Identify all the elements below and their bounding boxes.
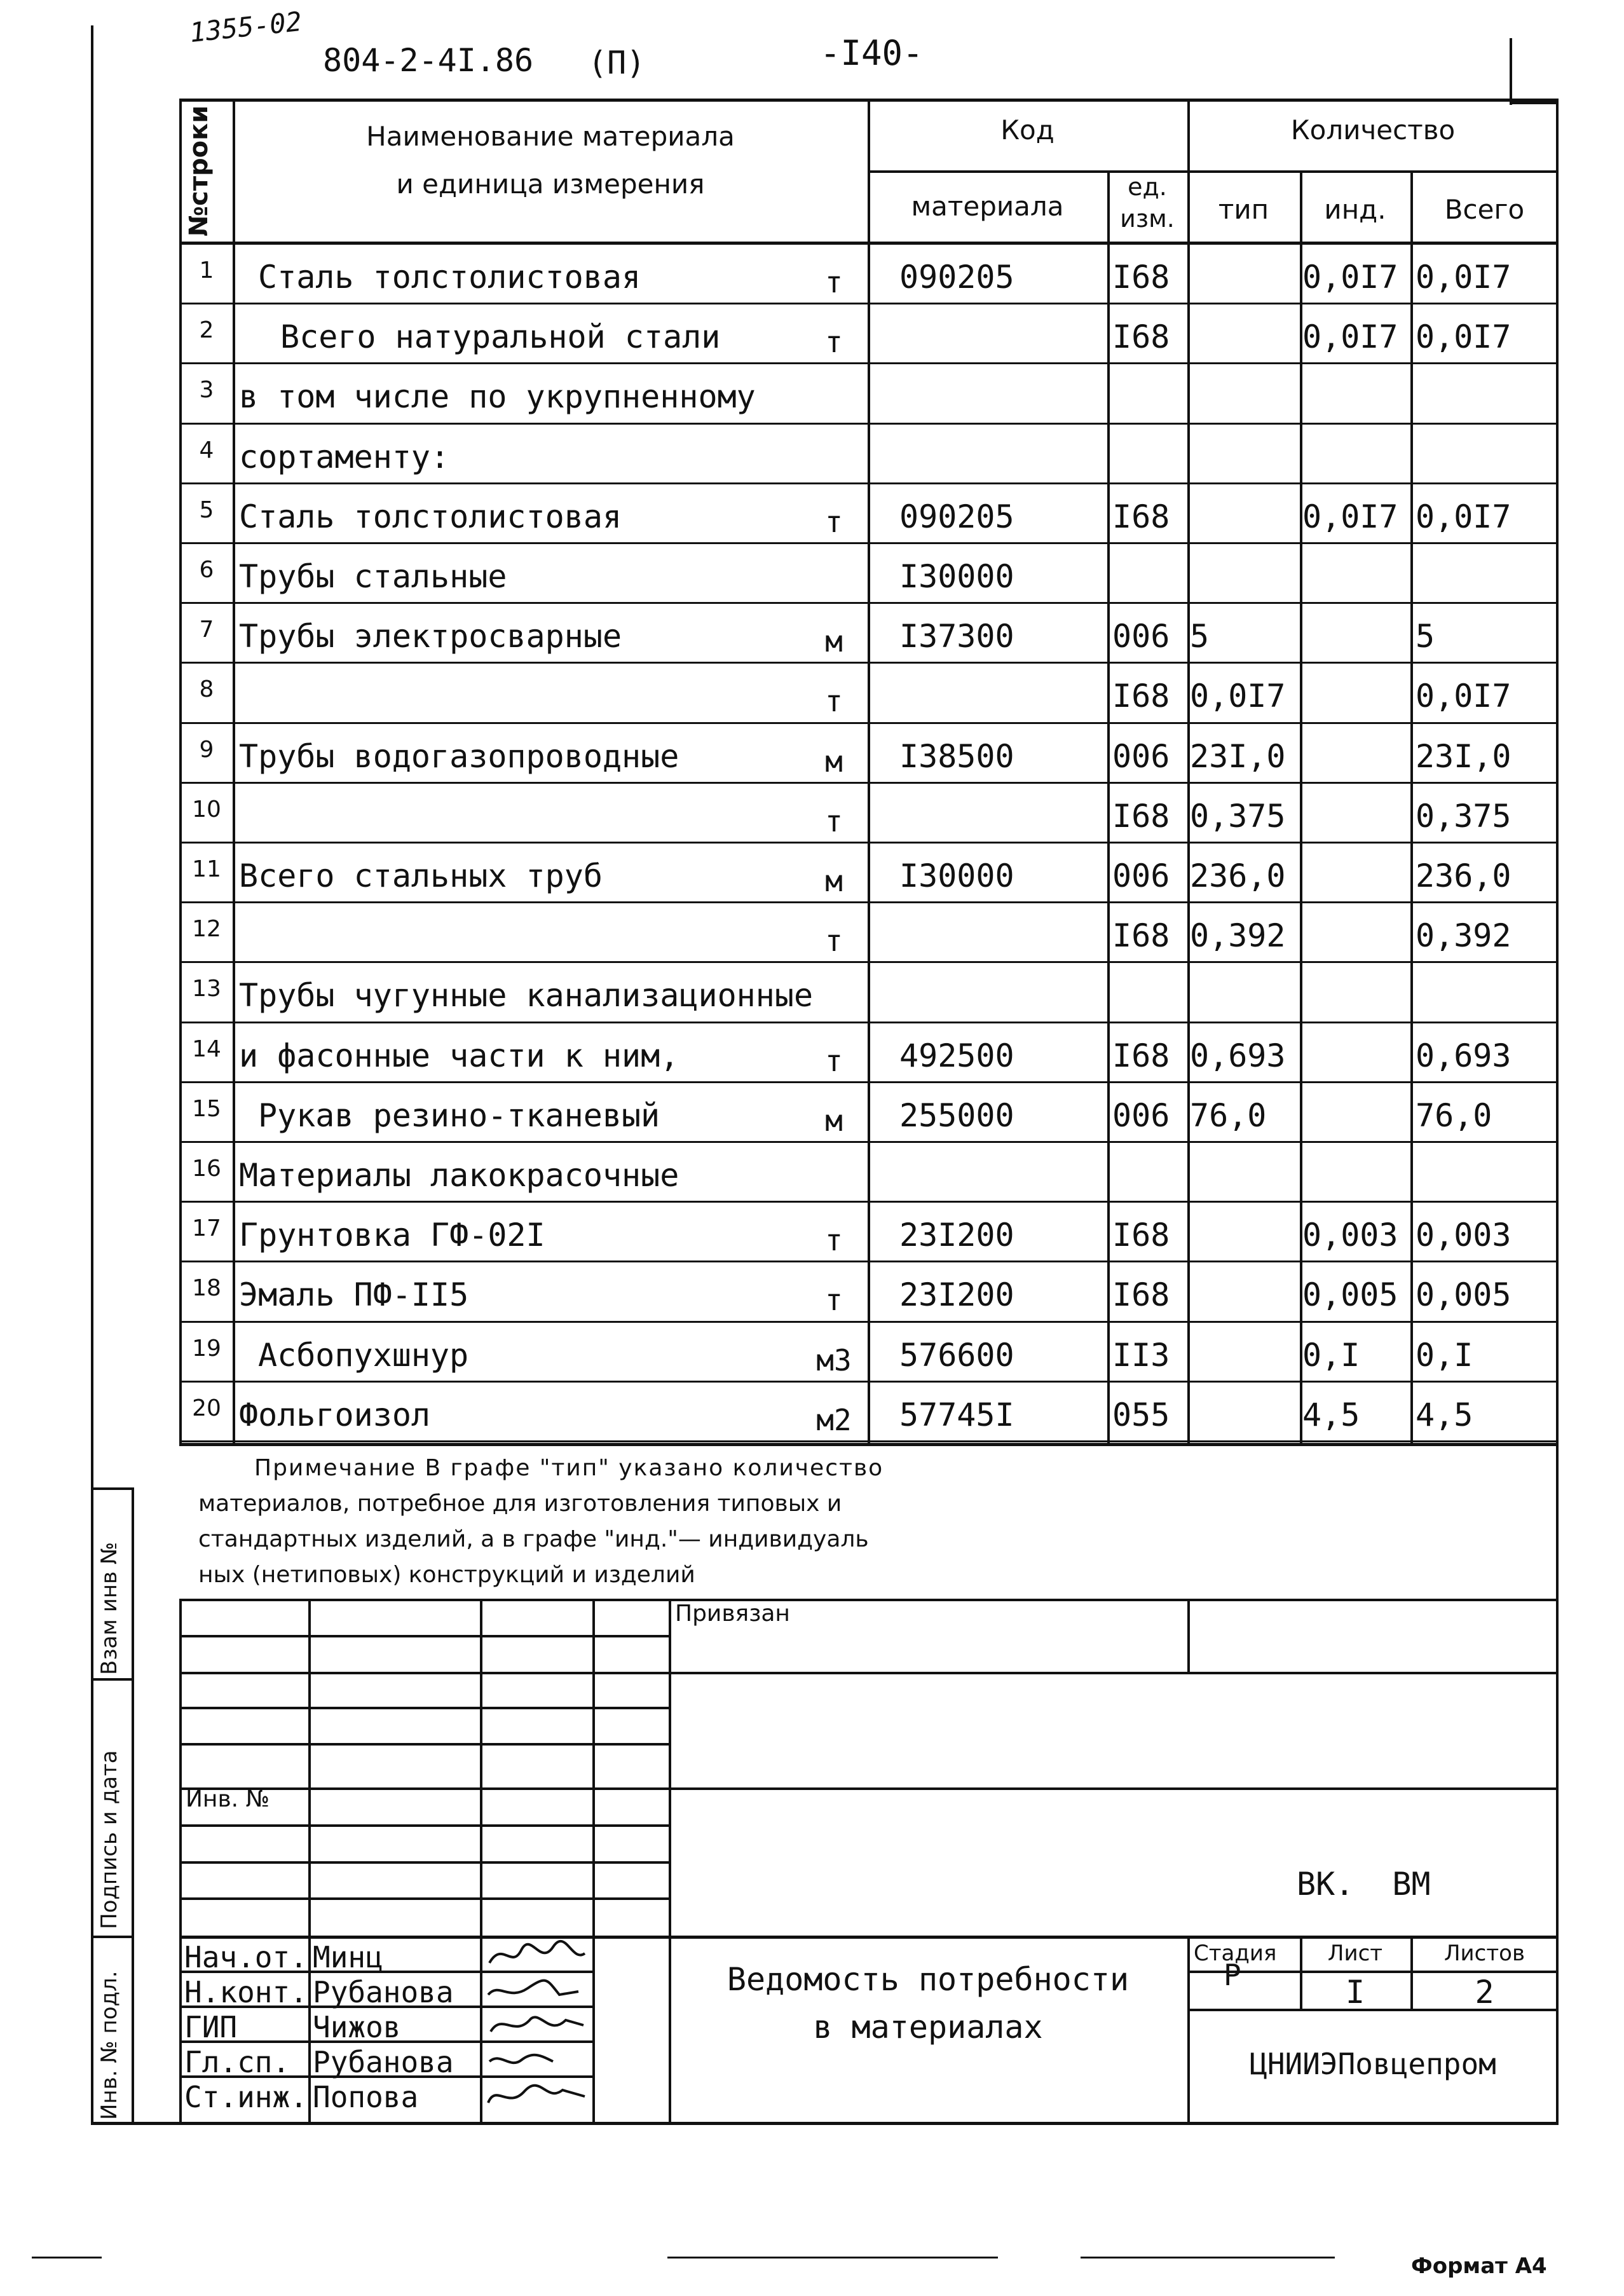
material-code: 090205 <box>899 259 1014 296</box>
side-stamp-h3 <box>91 1936 133 1938</box>
side-label-podpis: Подпись и дата <box>97 1750 122 1929</box>
material-code: 57745I <box>899 1396 1014 1433</box>
table-row <box>0 1323 1624 1383</box>
unit-code: 006 <box>1112 737 1170 775</box>
material-name: Материалы лакокрасочные <box>239 1157 679 1194</box>
qty-total: 0,003 <box>1416 1217 1511 1254</box>
side-label-inv-podl: Инв. № подл. <box>97 1971 122 2120</box>
material-name: Сталь толстолистовая <box>239 498 622 535</box>
header-qty-type: тип <box>1218 194 1269 225</box>
footer-dash-line-3 <box>1081 2257 1335 2258</box>
unit: т <box>825 803 843 838</box>
row-number: 9 <box>199 736 214 763</box>
tb-line-10 <box>179 1936 1559 1939</box>
row-number: 11 <box>192 856 221 882</box>
table-row <box>0 304 1624 364</box>
qty-type: 0,0I7 <box>1190 678 1286 715</box>
qty-type: 5 <box>1190 618 1210 655</box>
unit-code: II3 <box>1112 1336 1170 1374</box>
unit: т <box>825 1223 843 1258</box>
material-name: сортаменту: <box>239 438 450 475</box>
tb-line-9 <box>179 1897 669 1900</box>
designation: ВК. ВМ <box>1297 1866 1431 1903</box>
table-bottom-line <box>179 1443 1559 1446</box>
tb-line-6 <box>179 1787 1559 1790</box>
qty-ind: 0,0I7 <box>1302 259 1398 296</box>
qty-ind: 0,003 <box>1302 1217 1398 1254</box>
table-row <box>0 484 1624 544</box>
tb-stage-line-1 <box>1187 1971 1559 1973</box>
header-row-no: №строки <box>184 105 214 236</box>
unit: м <box>825 864 843 898</box>
row-number: 1 <box>199 257 214 284</box>
page-number: -I40- <box>820 33 924 73</box>
material-code: I37300 <box>899 618 1014 655</box>
unit-code: I68 <box>1112 678 1170 715</box>
tb-line-4 <box>179 1707 669 1709</box>
table-row <box>0 1023 1624 1083</box>
signer-name: Рубанова <box>313 2045 454 2079</box>
tb-v4 <box>592 1599 595 2123</box>
table-row <box>0 1203 1624 1262</box>
header-quantity: Количество <box>1290 114 1456 146</box>
unit-code: 006 <box>1112 618 1170 655</box>
row-number: 12 <box>192 916 221 943</box>
qty-total: 0,0I7 <box>1416 318 1511 356</box>
header-name-line1: Наименование материала <box>366 121 735 152</box>
tb-top-line <box>179 1599 1559 1601</box>
material-name: Всего натуральной стали <box>280 318 721 356</box>
signer-role: Н.конт. <box>184 1975 308 2009</box>
table-row <box>0 903 1624 963</box>
header-code: Код <box>1000 114 1054 146</box>
unit-code: I68 <box>1112 318 1170 356</box>
stage-label: Стадия <box>1194 1941 1277 1966</box>
unit-code: I68 <box>1112 1037 1170 1074</box>
row-number: 20 <box>192 1395 221 1421</box>
row-number: 10 <box>192 796 221 823</box>
material-name: Всего стальных труб <box>239 858 603 894</box>
unit: т <box>825 924 843 959</box>
unit: м <box>825 744 843 779</box>
row-number: 13 <box>192 976 221 1002</box>
material-name: Трубы водогазопроводные <box>239 737 679 775</box>
unit: м <box>825 1103 843 1138</box>
sheet-value: I <box>1345 1974 1365 2011</box>
tb-v2 <box>308 1599 311 2123</box>
qty-total: 0,693 <box>1416 1037 1511 1074</box>
table-row <box>0 664 1624 723</box>
qty-total: 236,0 <box>1416 858 1511 894</box>
header-name-line2: и единица измерения <box>396 168 705 200</box>
signer-role: Нач.от. <box>184 1940 308 1974</box>
footer-dash-line-1 <box>32 2257 102 2258</box>
sheets-value: 2 <box>1475 1974 1494 2011</box>
table-row <box>0 1262 1624 1322</box>
table-row <box>0 544 1624 604</box>
table-row <box>0 425 1624 484</box>
tb-v3 <box>480 1599 482 2123</box>
material-code: 23I200 <box>899 1276 1014 1314</box>
qty-type: 0,375 <box>1190 797 1286 835</box>
material-code: 090205 <box>899 498 1014 535</box>
table-row <box>0 364 1624 424</box>
qty-type: 76,0 <box>1190 1097 1267 1134</box>
side-label-vzam: Взам инв № <box>97 1541 122 1675</box>
qty-type: 236,0 <box>1190 858 1286 894</box>
qty-total: 0,392 <box>1416 917 1511 955</box>
header-qty-ind: инд. <box>1324 194 1386 225</box>
signer-role: Гл.сп. <box>184 2045 290 2079</box>
signature-icon <box>483 2007 591 2042</box>
signer-role: Ст.инж. <box>184 2080 308 2114</box>
row-number: 15 <box>192 1095 221 1122</box>
signer-name: Минц <box>313 1940 383 1974</box>
inv-no-label: Инв. № <box>186 1786 270 1812</box>
qty-total: 0,0I7 <box>1416 498 1511 535</box>
material-name: Трубы чугунные канализационные <box>239 977 814 1015</box>
signer-name: Рубанова <box>313 1975 454 2009</box>
organization: ЦНИИЭПовцепром <box>1250 2047 1496 2081</box>
side-stamp-h2 <box>91 1678 133 1681</box>
row-number: 14 <box>192 1035 221 1062</box>
material-code: 255000 <box>899 1097 1014 1134</box>
frame-top-right-line <box>1510 38 1512 105</box>
qty-total: 0,I <box>1416 1336 1473 1374</box>
table-row <box>0 245 1624 304</box>
row-number: 17 <box>192 1215 221 1242</box>
row-number: 5 <box>199 496 214 523</box>
unit: м2 <box>816 1402 852 1437</box>
unit: т <box>825 504 843 539</box>
tb-line-5 <box>179 1743 669 1746</box>
header-code-unit-line1: ед. <box>1128 173 1167 201</box>
document-mark: (П) <box>588 44 646 81</box>
privyazan-label: Привязан <box>675 1601 790 1627</box>
unit: т <box>825 325 843 360</box>
table-row <box>0 604 1624 664</box>
table-row <box>0 784 1624 844</box>
unit-code: I68 <box>1112 917 1170 955</box>
note-line4: ных (нетиповых) конструкций и изделий <box>198 1562 695 1588</box>
qty-type: 0,693 <box>1190 1037 1286 1074</box>
material-code: I30000 <box>899 558 1014 595</box>
note-line1: Примечание В графе "тип" указано количество <box>254 1455 884 1481</box>
row-number: 16 <box>192 1156 221 1182</box>
material-name: Фольгоизол <box>239 1396 431 1433</box>
qty-total: 76,0 <box>1416 1097 1492 1134</box>
table-row <box>0 1383 1624 1442</box>
unit: м3 <box>816 1343 852 1377</box>
handwritten-ref: 1355-02 <box>188 5 304 49</box>
row-number: 7 <box>199 617 214 643</box>
unit: м <box>825 624 843 659</box>
row-number: 3 <box>199 377 214 404</box>
row-number: 4 <box>199 437 214 463</box>
table-row <box>0 963 1624 1023</box>
row-separator <box>179 1440 1559 1442</box>
signer-name: Попова <box>313 2080 419 2114</box>
footer-dash-line-2 <box>667 2257 998 2258</box>
unit: т <box>825 265 843 299</box>
table-row <box>0 724 1624 784</box>
header-code-unit-line2: изм. <box>1120 205 1175 233</box>
unit-code: I68 <box>1112 1276 1170 1314</box>
row-number: 6 <box>199 557 214 583</box>
signer-role: ГИП <box>184 2010 238 2044</box>
signature-icon <box>483 2077 591 2112</box>
side-stamp-h1 <box>91 1487 133 1490</box>
qty-total: 0,0I7 <box>1416 678 1511 715</box>
material-code: I30000 <box>899 858 1014 894</box>
unit-code: 006 <box>1112 858 1170 894</box>
unit-code: 006 <box>1112 1097 1170 1134</box>
material-name: и фасонные части к ним, <box>239 1037 679 1074</box>
tb-line-3 <box>179 1672 1559 1674</box>
tb-v6 <box>1187 1599 1190 1672</box>
unit: т <box>825 1043 843 1078</box>
unit-code: I68 <box>1112 259 1170 296</box>
qty-total: 4,5 <box>1416 1396 1473 1433</box>
tb-line-7 <box>179 1824 669 1827</box>
sheets-label: Листов <box>1443 1941 1525 1966</box>
unit-code: I68 <box>1112 1217 1170 1254</box>
document-code: 804-2-4I.86 <box>323 42 534 79</box>
qty-ind: 0,0I7 <box>1302 498 1398 535</box>
material-code: 23I200 <box>899 1217 1014 1254</box>
qty-total: 0,375 <box>1416 797 1511 835</box>
header-qty-total: Всего <box>1444 194 1525 225</box>
signer-name: Чижов <box>313 2010 401 2044</box>
frame-top-right-h <box>1510 102 1557 104</box>
signature-icon <box>483 1937 591 1972</box>
tb-v7 <box>1187 1936 1190 2123</box>
material-name: Трубы электросварные <box>239 618 622 655</box>
material-name: Грунтовка ГФ-02I <box>239 1217 545 1254</box>
material-name: Сталь толстолистовая <box>258 259 641 296</box>
qty-ind: 4,5 <box>1302 1396 1360 1433</box>
tb-bottom-line <box>91 2122 1559 2125</box>
row-number: 8 <box>199 676 214 703</box>
qty-ind: 0,0I7 <box>1302 318 1398 356</box>
title-line2: в материалах <box>813 2009 1043 2046</box>
material-name: Трубы стальные <box>239 558 507 595</box>
qty-total: 5 <box>1416 618 1435 655</box>
qty-ind: 0,005 <box>1302 1276 1398 1314</box>
material-code: I38500 <box>899 737 1014 775</box>
tb-v1 <box>179 1599 182 2123</box>
note-line3: стандартных изделий, а в графе "инд."— индивидуаль <box>198 1526 869 1552</box>
material-name: Эмаль ПФ-II5 <box>239 1276 469 1314</box>
row-number: 18 <box>192 1275 221 1302</box>
qty-type: 0,392 <box>1190 917 1286 955</box>
format-label: Формат А4 <box>1411 2253 1547 2279</box>
row-number: 19 <box>192 1335 221 1362</box>
signature-icon <box>483 1972 591 2007</box>
material-code: 492500 <box>899 1037 1014 1074</box>
table-row <box>0 1143 1624 1203</box>
header-code-material: материала <box>911 191 1064 222</box>
table-row <box>0 1083 1624 1143</box>
tb-line-2 <box>179 1635 669 1637</box>
unit: т <box>825 1283 843 1318</box>
header-sub-line <box>868 170 1559 173</box>
qty-total: 23I,0 <box>1416 737 1511 775</box>
material-name: в том числе по укрупненному <box>239 378 756 416</box>
material-name: Асбопухшнур <box>258 1336 469 1374</box>
qty-ind: 0,I <box>1302 1336 1360 1374</box>
qty-total: 0,0I7 <box>1416 259 1511 296</box>
stage-value: Р <box>1224 1958 1241 1992</box>
sheet-label: Лист <box>1327 1941 1383 1966</box>
qty-type: 23I,0 <box>1190 737 1286 775</box>
material-code: 576600 <box>899 1336 1014 1374</box>
unit-code: I68 <box>1112 498 1170 535</box>
unit: т <box>825 684 843 719</box>
note-line2: материалов, потребное для изготовления типовых и <box>198 1491 842 1517</box>
signature-icon <box>483 2042 591 2077</box>
material-name: Рукав резино-тканевый <box>258 1097 660 1134</box>
row-number: 2 <box>199 317 214 344</box>
table-row <box>0 844 1624 903</box>
qty-total: 0,005 <box>1416 1276 1511 1314</box>
side-stamp-line <box>132 1487 134 2123</box>
unit-code: I68 <box>1112 797 1170 835</box>
tb-line-8 <box>179 1861 669 1864</box>
unit-code: 055 <box>1112 1396 1170 1433</box>
title-line1: Ведомость потребности <box>727 1961 1129 1998</box>
